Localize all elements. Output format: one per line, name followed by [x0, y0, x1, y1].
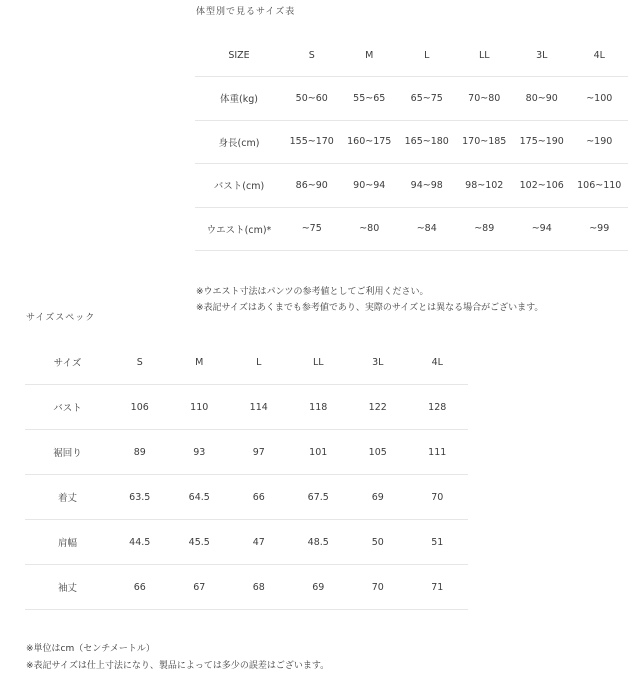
- table-cell: 86~90: [295, 179, 328, 191]
- table-row: [195, 208, 628, 252]
- table-header-row: [195, 35, 628, 77]
- table-cell: 64.5: [188, 491, 210, 503]
- table-cell: 69: [371, 491, 384, 503]
- table-cell: 45.5: [188, 536, 210, 548]
- header-cell: M: [365, 50, 374, 61]
- row-label: 肩幅: [57, 538, 77, 549]
- table-cell: 102~106: [519, 179, 564, 191]
- table-cell: ~80: [359, 223, 380, 235]
- table-cell: 70: [431, 491, 444, 503]
- table-cell: 50~60: [295, 92, 328, 104]
- table-cell: 48.5: [307, 536, 329, 548]
- size-spec-table: [25, 340, 468, 610]
- table-cell: ~94: [531, 223, 552, 235]
- table-cell: 98~102: [465, 179, 504, 191]
- header-cell: L: [424, 50, 430, 61]
- table-row: [195, 77, 628, 121]
- table-cell: 94~98: [410, 179, 443, 191]
- row-label: 身長(cm): [218, 137, 260, 149]
- table-row: [195, 121, 628, 165]
- header-cell: S: [308, 50, 315, 61]
- table-cell: 70~80: [468, 92, 501, 104]
- table-cell: 175~190: [519, 136, 564, 148]
- body-type-size-table: [195, 35, 628, 251]
- table-row: [195, 164, 628, 208]
- unit-note: ※単位はcm（センチメートル）: [26, 644, 155, 654]
- header-cell: SIZE: [228, 50, 250, 61]
- table-cell: 67.5: [307, 491, 329, 503]
- table-cell: 55~65: [353, 92, 386, 104]
- size-spec-title: サイズスペック: [26, 313, 96, 323]
- header-cell: 4L: [431, 356, 443, 368]
- table-cell: 105: [368, 446, 387, 458]
- finished-size-note: ※表記サイズは仕上寸法になり、製品によっては多少の誤差はございます。: [26, 661, 330, 671]
- row-label: バスト(cm): [213, 181, 265, 193]
- table-cell: ~75: [301, 223, 322, 235]
- table-cell: 69: [312, 581, 325, 593]
- header-cell: L: [256, 356, 262, 368]
- header-cell: 4L: [593, 50, 605, 61]
- table-cell: 110: [190, 401, 209, 413]
- reference-size-note: ※表記サイズはあくまでも参考値であり、実際のサイズとは異なる場合がございます。: [196, 303, 544, 313]
- row-label: ウエスト(cm)*: [206, 224, 272, 236]
- table-cell: 70: [371, 581, 384, 593]
- table-cell: 44.5: [129, 536, 151, 548]
- table-cell: 101: [309, 446, 328, 458]
- table-cell: 66: [133, 581, 146, 593]
- table-cell: 51: [431, 536, 444, 548]
- header-cell: M: [195, 356, 204, 368]
- table-cell: ~84: [416, 223, 437, 235]
- table-cell: 111: [428, 446, 447, 458]
- table-cell: ~89: [474, 223, 495, 235]
- table-cell: 63.5: [129, 491, 151, 503]
- header-cell: 3L: [372, 356, 384, 368]
- table-cell: 160~175: [347, 136, 392, 148]
- table-cell: ~100: [586, 92, 613, 104]
- table-cell: 90~94: [353, 179, 386, 191]
- table-row: [25, 430, 468, 475]
- table-row: [25, 385, 468, 430]
- table-cell: 66: [252, 491, 265, 503]
- header-cell: S: [136, 356, 143, 368]
- table-cell: 165~180: [404, 136, 449, 148]
- table-cell: 71: [431, 581, 444, 593]
- body-type-size-chart-title: 体型別で見るサイズ表: [196, 7, 296, 17]
- table-cell: 93: [193, 446, 206, 458]
- row-label: 着丈: [57, 493, 77, 504]
- waist-note: ※ウエスト寸法はパンツの参考値としてご利用ください。: [196, 287, 429, 297]
- table-row: [25, 475, 468, 520]
- table-cell: ~190: [586, 136, 613, 148]
- table-cell: 170~185: [462, 136, 507, 148]
- table-cell: 67: [193, 581, 206, 593]
- table-cell: 122: [368, 401, 387, 413]
- row-label: 袖丈: [57, 583, 77, 594]
- table-cell: 106~110: [577, 179, 622, 191]
- table-cell: 47: [252, 536, 265, 548]
- row-label: 体重(kg): [220, 94, 258, 106]
- header-cell: 3L: [536, 50, 548, 61]
- table-cell: ~99: [589, 223, 610, 235]
- table-cell: 97: [252, 446, 265, 458]
- table-row: [25, 565, 468, 610]
- table-cell: 65~75: [410, 92, 443, 104]
- header-cell: サイズ: [53, 358, 82, 369]
- row-label: バスト: [53, 403, 82, 414]
- row-label: 裾回り: [53, 448, 82, 459]
- table-cell: 114: [249, 401, 268, 413]
- table-cell: 128: [428, 401, 447, 413]
- table-cell: 68: [252, 581, 265, 593]
- table-cell: 155~170: [289, 136, 334, 148]
- table-cell: 118: [309, 401, 328, 413]
- table-cell: 106: [130, 401, 149, 413]
- table-cell: 50: [371, 536, 384, 548]
- table-header-row: [25, 340, 468, 385]
- header-cell: LL: [478, 50, 490, 61]
- table-cell: 80~90: [525, 92, 558, 104]
- header-cell: LL: [312, 356, 324, 368]
- table-row: [25, 520, 468, 565]
- table-cell: 89: [133, 446, 146, 458]
